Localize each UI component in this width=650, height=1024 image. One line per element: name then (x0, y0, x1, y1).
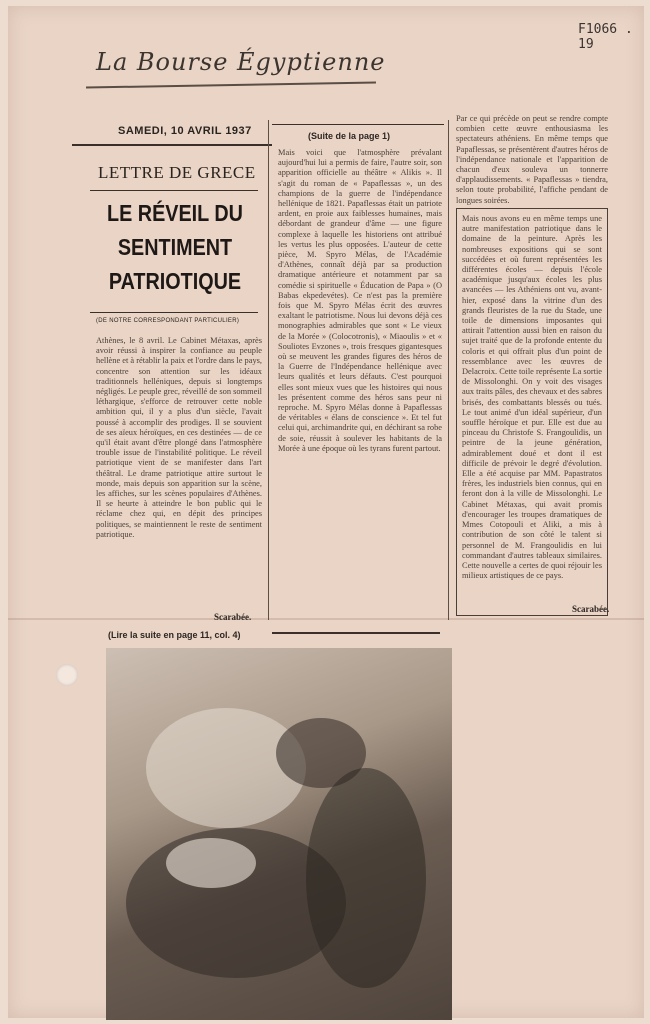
painting-photo (106, 648, 452, 1020)
column3-signature: Scarabée. (572, 604, 610, 614)
article-headline: LE RÉVEIL DU SENTIMENT PATRIOTIQUE (107, 200, 243, 294)
headline-rule (90, 312, 258, 313)
column2-bottom-rule (272, 632, 440, 634)
column3-body-top: Par ce qui précède on peut se rendre compte combien cette œuvre enthousiasma les spectateurs athéniens. En même temps que Papaflessas, se présentèrent d'autres héros de l'indépendance nationale et l'apparition de chacun d'eux souleva un tonnerre d'applaudissements. « Papaflessas » tiendra, selon toute probabilité, l'affiche pendant de longues soirées. (456, 114, 608, 205)
column1-body: Athènes, le 8 avril. Le Cabinet Métaxas, après avoir réussi à inspirer la confiance au peuple hellène et à rétablir la paix et l'ordre dans le pays, concentre son attention sur les idéaux traditionnels helléniques, depuis si longtemps négligés. Le peuple grec, réveillé de son sommeil léthargique, s'efforce de retrouver cette noble ambition qui, il y a plus d'un siècle, l'avait poussé à accomplir des prodiges. Il se souvient de ses aïeux héroïques, en ces destinées — de ce qu'il était avant d'être plongé dans l'atmosphère trouble issue de l'instabilité politique. Le réveil patriotique vient de se manifester dans l'art théâtral. Le drame patriotique attire surtout le monde, mais depuis son apparition sur la scène, les affiches, sur les scènes populaires d'Athènes. Il se heurte à atteindre le bon public qui le réclame chez qui, en dépit des principes politiques, se maintiennent le reste de sentiment patriotique. (96, 336, 262, 539)
column1-signature: Scarabée. (214, 612, 252, 622)
rubric-title: LETTRE DE GRECE (98, 163, 256, 182)
column1-top-rule (72, 144, 272, 146)
column2-header: (Suite de la page 1) (308, 131, 391, 141)
column2-body: Mais voici que l'atmosphère prévalant aujourd'hui lui a permis de faire, l'autre soir, son apparition officielle au théâtre « Alikis ». Il s'agit du roman de « Papaflessas », un des champions de la guerre de l'indépendance hellénique de 1821. Papaflessas était un patriote ardent, en proie aux faiblesses humaines, mais débordant de grandeur d'âme — une figure complexe à laquelle les historiens ont attribué les vertus les plus opposées. L'auteur de cette pièce, M. Spyro Mélas, de l'Académie d'Athènes, connaît déjà par sa production dramatique antérieure et notamment par sa comédie si spirituelle « Éducation de Papa » (O Babas ekpedevétes). Ce n'est pas la première fois que M. Spyro Mélas écrit des œuvres exaltant le patriotisme. Nous lui devons déjà ces monographies admirables que sont « Le vieux de la Morée » (Colocotronis), « Miaoulis » et « Souliotes Evzones », trois fresques gigantesques où se meuvent les grandes figures des héros de la Guerre de l'Indépendance hellénique avec leurs qualités et leurs défauts. C'est pourquoi elles sont mieux vues que les histoires qui nous les présentent comme des héros sans peur ni reproche. M. Spyro Mélas donne à Papaflessas de véritables « élans de conscience ». Et tel fut celui qui, archimandrite qui, en déchirant sa robe de soie, réussit à soulever les habitants de la Morée à une époque où les tyrans furent partout. (278, 148, 442, 453)
column-divider-2 (448, 120, 449, 620)
photo-light-fabric (166, 838, 256, 888)
column3-body-boxed: Mais nous avons eu en même temps une autre manifestation patriotique dans le domaine de la peinture. Après les nombreuses expositions qui se sont succédées et où furent représentées les différentes écoles — depuis l'école académique jusqu'aux écoles les plus avancées — les Athéniens ont vu, avant-hier, exposé dans la vitrine d'un des grands fleuristes de la rue du Stade, une toile de dimensions imposantes qui attirait l'attention aussi bien en raison du sujet traité que de la profonde entente du coloris et qui offrait plus d'un point de ressemblance avec les œuvres de Delacroix. Cette toile représente La sortie de Missolonghi. On y voit des visages aux traits pâles, des chevaux et des sabres brisés, des combattants blessés ou tués. Le tout animé d'un idéal supérieur, d'un souffle héroïque et pur. Elle est due au pinceau du Christofe S. Frangoulidis, un peintre de la jeune génération, admirablement doué et dont il est difficile de prévoir le degré d'évolution. Elle a été acquise par MM. Papastratos frères, les industriels bien connus, qui en feront don à la ville de Missolonghi. Le Cabinet Métaxas, qui avait promis d'encourager les troupes dramatiques de Mmes Cotopouli et Aliki, a mis à contribution de son côté le talent si personnel de M. Frangoulidis en lui commandant d'autres tableaux similaires. Cette nouvelle a certes de quoi réjouir les milieux artistiques de ce pays. (462, 214, 602, 581)
photo-dark-mass (306, 768, 426, 988)
continuation-note: (Lire la suite en page 11, col. 4) (108, 630, 241, 640)
column2-top-rule (272, 124, 444, 125)
column-divider-1 (268, 120, 269, 620)
article-byline: (DE NOTRE CORRESPONDANT PARTICULIER) (96, 318, 240, 324)
punch-hole (56, 664, 78, 686)
handwritten-source-title: La Bourse Égyptienne (96, 48, 386, 76)
archive-reference: F1066 . 19 (578, 22, 633, 52)
rubric-rule (90, 190, 258, 191)
date-line: SAMEDI, 10 AVRIL 1937 (118, 125, 252, 137)
